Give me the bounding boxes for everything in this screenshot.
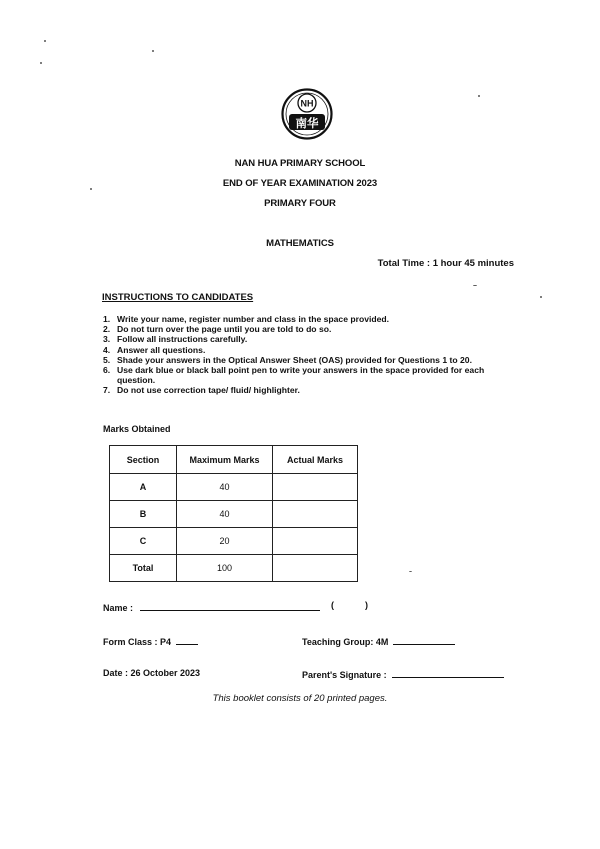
marks-table [109,445,358,582]
instruction-text: Use dark blue or black ball point pen to write your answers in the space provided for each question. [117,365,485,386]
table-row [110,501,358,528]
instruction-text: Write your name, register number and class in the space provided. [117,314,390,324]
row-max: 100 [177,555,273,582]
scan-speck [473,285,477,286]
instruction-number: 3. [103,334,111,345]
row-actual[interactable] [273,555,358,582]
parent-signature-label: Parent's Signature : [302,670,387,680]
row-section: Total [110,555,177,582]
scan-speck [409,571,412,572]
header-maximum-marks: Maximum Marks [177,446,273,474]
instruction-text: Shade your answers in the Optical Answer Sheet (OAS) provided for Questions 1 to 20. [117,354,472,365]
marks-title: Marks Obtained [103,424,171,434]
list-item [103,345,523,355]
instruction-number: 4. [103,344,111,355]
list-item [103,365,523,385]
name-field [103,601,320,613]
instruction-text: Do not turn over the page until you are told to do so. [117,324,332,335]
row-actual[interactable] [273,528,358,555]
teaching-group-blank[interactable] [393,635,455,645]
instruction-number: 6. [103,365,111,376]
subject: MATHEMATICS [266,238,334,249]
scan-speck [478,95,480,97]
header-actual-marks: Actual Marks [273,446,358,474]
row-section: B [110,501,177,528]
header-section: Section [110,446,177,474]
register-number-field [331,600,368,610]
total-time: Total Time : 1 hour 45 minutes [377,258,514,269]
instruction-text: Answer all questions. [117,344,206,355]
paren-open: ( [331,600,334,610]
date-field: Date : 26 October 2023 [103,668,201,678]
instructions-title: INSTRUCTIONS TO CANDIDATES [102,292,254,303]
exam-name: END OF YEAR EXAMINATION 2023 [222,178,378,189]
row-actual[interactable] [273,501,358,528]
logo-initials: NH [300,98,314,109]
teaching-group-field [302,635,455,647]
row-max: 40 [177,474,273,501]
scan-speck [540,296,542,298]
scan-speck [152,50,154,52]
instruction-number: 5. [103,354,111,365]
table-row [110,528,358,555]
scan-speck [44,40,46,42]
logo-chinese: 南华 [295,116,319,130]
list-item [103,355,523,365]
list-item [103,385,523,395]
parent-signature-field [302,668,504,680]
form-class-label: Form Class : P4 [103,637,172,647]
instruction-text: Follow all instructions carefully. [117,334,248,345]
paren-close: ) [365,600,369,610]
instructions-list [103,314,523,396]
row-max: 40 [177,501,273,528]
row-actual[interactable] [273,474,358,501]
level: PRIMARY FOUR [264,198,336,209]
marks-header-row [110,446,358,474]
school-logo [281,88,333,140]
list-item [103,324,523,334]
table-row [110,474,358,501]
instruction-number: 7. [103,385,111,396]
row-section: A [110,474,177,501]
name-blank[interactable] [140,601,320,611]
school-name: NAN HUA PRIMARY SCHOOL [234,158,366,169]
instruction-number: 1. [103,314,111,324]
name-label: Name : [103,603,134,613]
instruction-number: 2. [103,324,111,335]
scan-speck [40,62,42,64]
teaching-group-label: Teaching Group: 4M [302,637,389,647]
row-section: C [110,528,177,555]
parent-signature-blank[interactable] [392,668,504,678]
form-class-blank[interactable] [176,635,198,645]
form-class-field [103,635,198,647]
row-max: 20 [177,528,273,555]
list-item [103,314,523,324]
instruction-text: Do not use correction tape/ fluid/ highlighter. [117,385,300,396]
table-row [110,555,358,582]
booklet-page-count-note: This booklet consists of 20 printed pages. [212,693,388,704]
list-item [103,334,523,344]
